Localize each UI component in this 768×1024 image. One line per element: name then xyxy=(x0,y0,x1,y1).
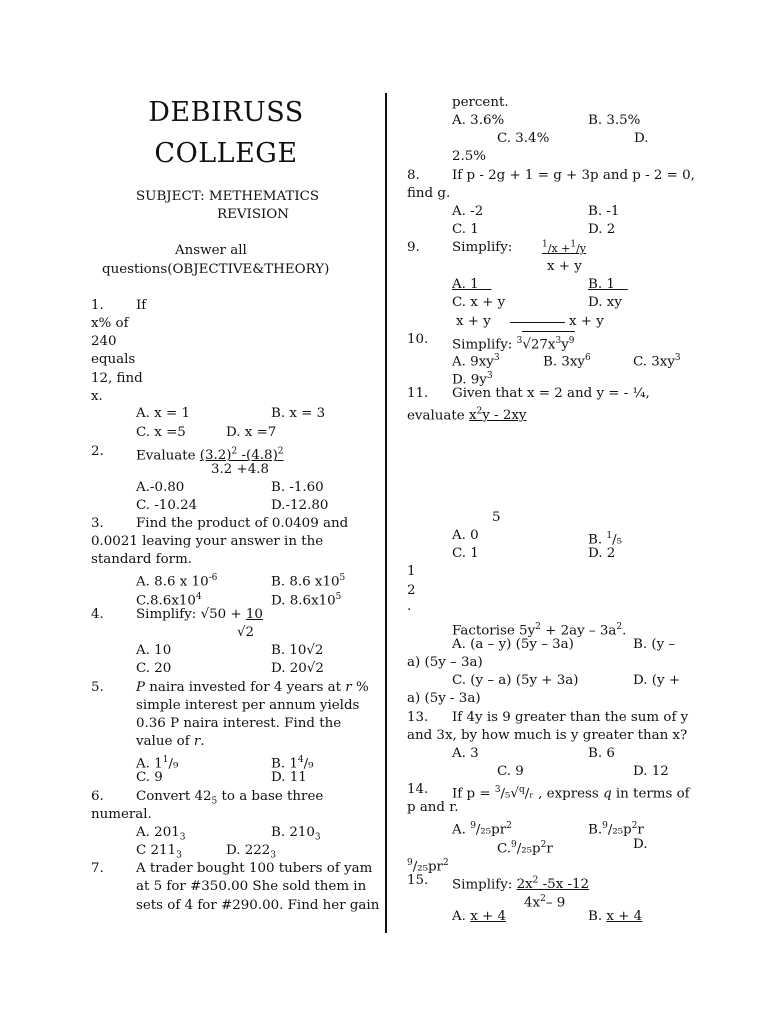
question-text: equals xyxy=(91,352,136,367)
question-text: 0.36 P naira interest. Find the xyxy=(136,716,342,731)
subject-revision: REVISION xyxy=(217,207,289,222)
option-a: A. 0 xyxy=(452,528,479,543)
option-a: A. $201_3$ xyxy=(136,825,186,843)
option-c: C. x + y xyxy=(452,295,506,310)
option-d: D. $9y^3$ xyxy=(452,371,493,388)
option-b: B. -1.60 xyxy=(271,480,324,495)
question-text: numeral. xyxy=(91,807,152,822)
question-number: 8. xyxy=(407,168,420,183)
instruction-line2: questions(OBJECTIVE&THEORY) xyxy=(102,262,330,277)
option-c: C. 1 xyxy=(452,222,479,237)
option-b: B. $210_3$ xyxy=(271,825,321,843)
option-b: B. 10√2 xyxy=(271,643,324,658)
question-text: If p = $^3$/₅√$^q$/ᵣ , express q in terms of xyxy=(452,785,690,802)
fraction-bar xyxy=(510,322,565,323)
question-text: 240 xyxy=(91,334,117,349)
option-a: A. x = 1 xyxy=(136,406,190,421)
option-d: D. 12 xyxy=(633,764,669,779)
option-c: C. 20 xyxy=(136,661,172,676)
question-text: sets of 4 for #290.00. Find her gain xyxy=(136,898,380,913)
fraction-numerator: $^1$/x +$^1$/y xyxy=(542,240,587,256)
option-b-denominator: x + y xyxy=(569,314,604,329)
option-c: $C.^9/_{25}p^2r$ xyxy=(497,840,553,857)
fraction-denominator: √2 xyxy=(237,625,255,640)
option-a: A. 8.6 x $10^{-6}$ xyxy=(136,573,218,590)
question-text: If p - 2g + 1 = g + 3p and p - 2 = 0, xyxy=(452,168,695,183)
option-d: D. x =7 xyxy=(226,425,277,440)
question-text: and 3x, by how much is y greater than x? xyxy=(407,728,688,743)
question-number: 5. xyxy=(91,680,104,695)
option-b: B. x + 4 xyxy=(588,909,643,924)
option-a: A.-0.80 xyxy=(136,480,185,495)
college-title-line1: DEBIRUSS xyxy=(148,97,304,128)
question-number-part: 1 xyxy=(407,564,416,579)
option-d: D. $8.6x10^5$ xyxy=(271,592,342,609)
question-text: at 5 for #350.00 She sold them in xyxy=(136,879,367,894)
option-c: C. -10.24 xyxy=(136,498,198,513)
option-a: A. 1 xyxy=(452,277,479,292)
question-text: find g. xyxy=(407,186,451,201)
fraction-denominator: x + y xyxy=(547,259,582,274)
instruction-line1: Answer all xyxy=(175,243,247,258)
question-text: simple interest per annum yields xyxy=(136,698,360,713)
option-d: D. (y + xyxy=(633,673,681,688)
option-d: D. xyxy=(633,837,648,852)
question-text: evaluate $x^2y - 2xy$ xyxy=(407,407,527,424)
option-d: D. 11 xyxy=(271,770,307,785)
question-number: 14. xyxy=(407,782,429,797)
question-number: 9. xyxy=(407,240,420,255)
question-number: 2. xyxy=(91,444,104,459)
fraction-denominator: $4x^2-$ 9 xyxy=(524,894,566,911)
option-b: B. $3xy^6$ xyxy=(543,353,591,370)
question-text: standard form. xyxy=(91,552,193,567)
question-number: 3. xyxy=(91,516,104,531)
option-c: C. 3.4% xyxy=(497,131,550,146)
option-c: C. 9 xyxy=(497,764,524,779)
option-b: B. 3.5% xyxy=(588,113,641,128)
question-number: 6. xyxy=(91,789,104,804)
option-d: D.-12.80 xyxy=(271,498,329,513)
option-b: B. x = 3 xyxy=(271,406,326,421)
question-text: Given that x = 2 and y = - ¼, xyxy=(452,386,650,401)
question-text: P naira invested for 4 years at r % xyxy=(136,680,369,695)
option-c: C $211_3$ xyxy=(136,843,182,861)
question-number: 7. xyxy=(91,861,104,876)
option-a: A. (a – y) (5y – 3a) xyxy=(452,637,574,652)
question-text: Convert $42_5$ to a base three xyxy=(136,789,324,807)
option-a: A. $9xy^3$ xyxy=(452,353,500,370)
option-b: B. 6 xyxy=(588,746,615,761)
option-a: A. x + 4 xyxy=(452,909,506,924)
option-a: A. $1^1/_9$ xyxy=(136,755,179,772)
option-d: D. 2 xyxy=(588,222,616,237)
question-text: Simplify: xyxy=(452,240,513,255)
question-number: 15. xyxy=(407,873,429,888)
question-text: p and r. xyxy=(407,800,459,815)
option-c: C. 1 xyxy=(452,546,479,561)
question-text: percent. xyxy=(452,95,509,110)
subject-line: SUBJECT: METHEMATICS xyxy=(136,189,320,204)
question-text: x% of xyxy=(91,316,129,331)
question-text: 0.0021 leaving your answer in the xyxy=(91,534,324,549)
question-number-part: . xyxy=(407,599,412,614)
option-b: B. -1 xyxy=(588,204,620,219)
question-text: Evaluate $(3.2)^2$ $-(4.8)^2$ xyxy=(136,447,284,464)
option-a: A. 3.6% xyxy=(452,113,505,128)
option-b: B. $1^4/_9$ xyxy=(271,755,314,772)
option-d: D. 20√2 xyxy=(271,661,324,676)
question-text: A trader bought 100 tubers of yam xyxy=(136,861,373,876)
fraction-denominator: 3.2 +4.8 xyxy=(211,462,270,477)
question-text: Simplify: $^3√27x^3y^9$ xyxy=(452,331,575,354)
question-number: 1. xyxy=(91,298,104,313)
question-number: 10. xyxy=(407,332,429,347)
option-d-continued: $^9/_{25}pr^2$ xyxy=(407,858,449,875)
option-a: A. $^9/_{25}pr^2$ xyxy=(452,821,512,838)
column-divider xyxy=(385,93,387,933)
option-c: C. (y – a) (5y + 3a) xyxy=(452,673,579,688)
option-a: A. 3 xyxy=(452,746,479,761)
question-number-part: 2 xyxy=(407,583,416,598)
option-a: A. -2 xyxy=(452,204,484,219)
question-text: If 4y is 9 greater than the sum of y xyxy=(452,710,689,725)
option-b: B. 8.6 $x10^5$ xyxy=(271,573,346,590)
option-c: C. 9 xyxy=(136,770,163,785)
question-number: 13. xyxy=(407,710,429,725)
option-b-continued: a) (5y – 3a) xyxy=(407,655,483,670)
option-c: C. $3xy^3$ xyxy=(633,353,681,370)
question-text: Simplify: √50 + 10 xyxy=(136,607,263,622)
option-d: D. xy xyxy=(588,295,622,310)
fraction-denominator: 5 xyxy=(492,510,501,525)
option-c: C. x =5 xyxy=(136,425,186,440)
option-a: A. 10 xyxy=(136,643,172,658)
question-text: Find the product of 0.0409 and xyxy=(136,516,349,531)
question-text: value of r. xyxy=(136,734,205,749)
option-d: D. 2 xyxy=(588,546,616,561)
option-a-denominator: x + y xyxy=(456,314,491,329)
question-text: 12, find xyxy=(91,371,143,386)
question-text: If xyxy=(136,298,147,313)
question-number: 11. xyxy=(407,386,429,401)
option-c: $C.8.6x10^4$ xyxy=(136,592,202,609)
option-b: B. 1 xyxy=(588,277,615,292)
question-number: 4. xyxy=(91,607,104,622)
option-d: D. $222_3$ xyxy=(226,843,277,861)
option-d-value: 2.5% xyxy=(452,149,487,164)
question-text: x. xyxy=(91,389,103,404)
option-d: D. xyxy=(634,131,649,146)
question-text: Simplify: $2x^2$ -5x -12 xyxy=(452,876,590,893)
option-b: B. (y – xyxy=(633,637,676,652)
question-text: Factorise $5y^2 + 2ay - 3a^2$. xyxy=(452,622,627,639)
option-b: B. $^1$/₅ xyxy=(588,531,622,548)
college-title-line2: COLLEGE xyxy=(154,138,298,169)
option-d-continued: a) (5y - 3a) xyxy=(407,691,481,706)
option-b: $B.^9/_{25}p^2r$ xyxy=(588,821,644,838)
